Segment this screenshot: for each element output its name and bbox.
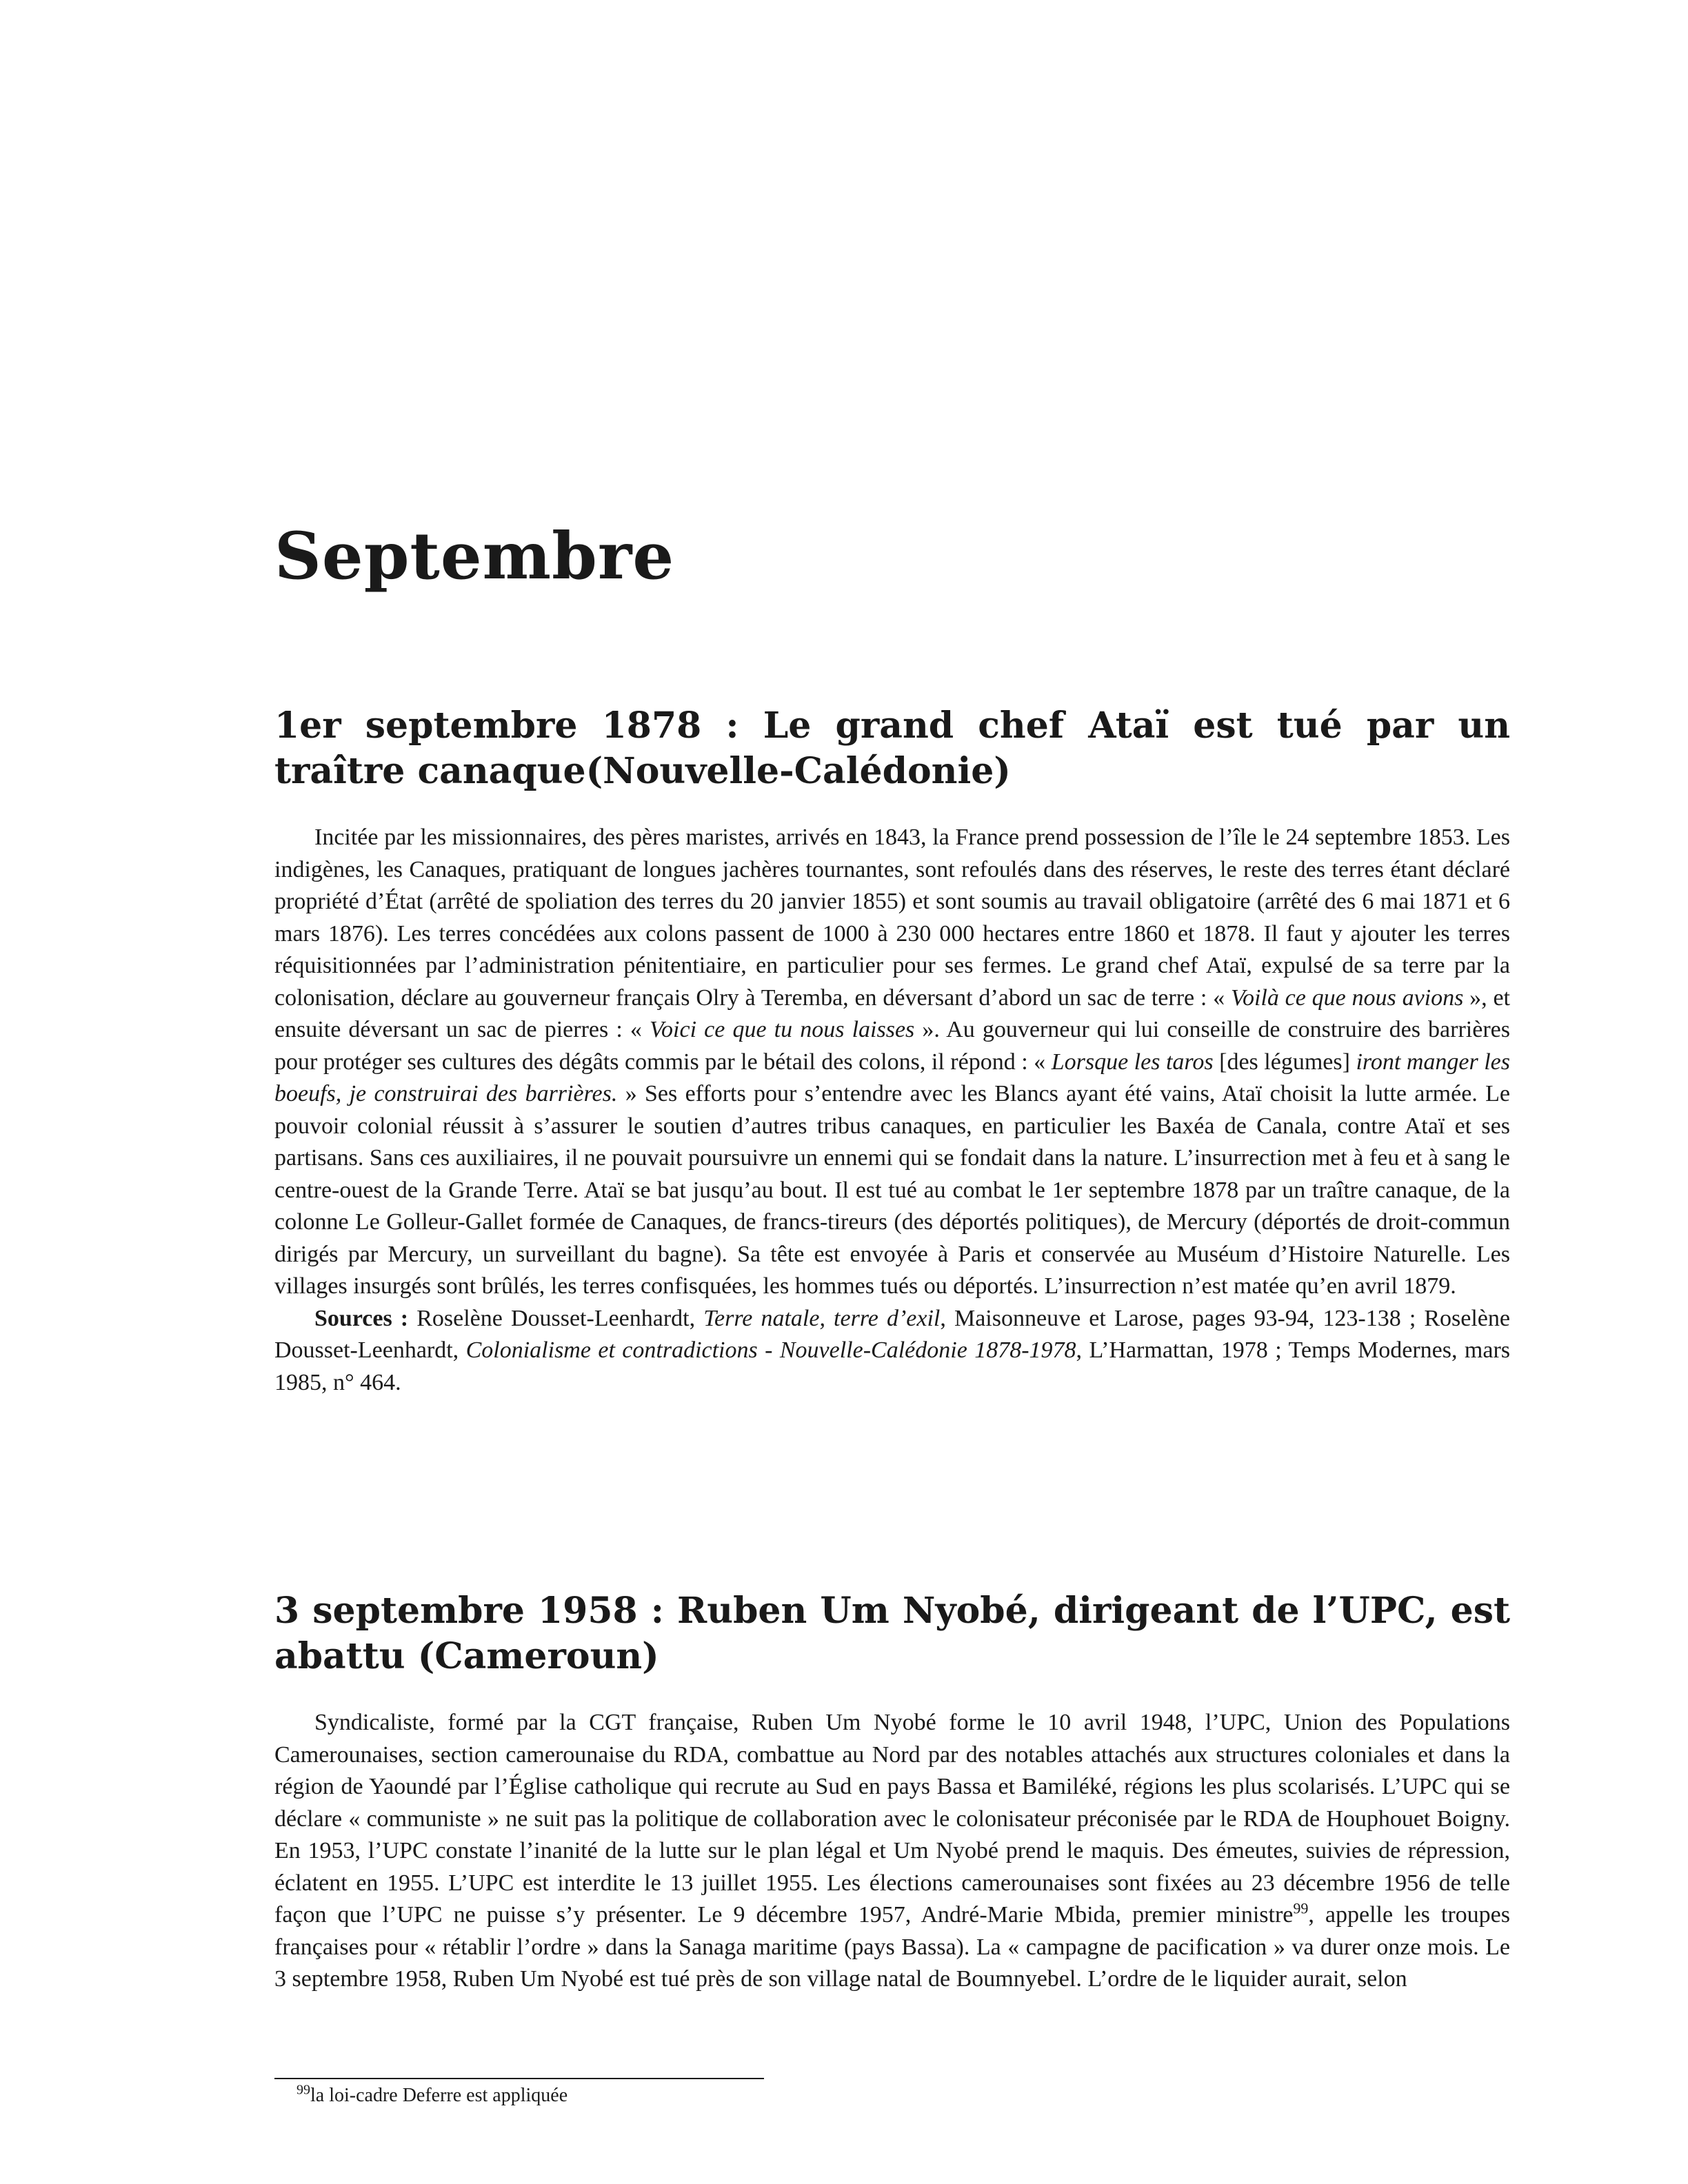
section-atai — [274, 703, 1510, 1399]
quote: iront manger les boeufs, je construirai des barrières. — [274, 1049, 1510, 1106]
book-title: Terre natale, terre d’exil — [703, 1305, 941, 1331]
section-um-nyobe — [274, 1588, 1510, 1996]
book-title: Colonialisme et contradictions - Nouvelle-Calédonie 1878-1978 — [465, 1337, 1076, 1363]
footnote-text: la loi-cadre Deferre est appliquée — [310, 2085, 568, 2106]
footnote — [297, 2082, 567, 2110]
sources-paragraph: Sources : Roselène Dousset-Leenhardt, Terre natale, terre d’exil, Maisonneuve et Larose, pages 93-94, 123-138 ; Roselène Dousset-Leenhardt, Colonialisme et contradictions - Nouvelle-Calédonie 1878-1978, L’Harmattan, 1978 ; Temps Modernes, mars 1985, n° 464. — [274, 1305, 1511, 1395]
chapter-title: Septembre — [274, 518, 675, 594]
footnote-reference[interactable]: 99 — [1293, 1899, 1309, 1917]
paragraph: Syndicaliste, formé par la CGT française, Ruben Um Nyobé forme le 10 avril 1948, l’UPC, Union des Populations Camerounaises, section camerounaise du RDA, combattue au Nord par des notables attachés aux structures coloniales et dans la région de Yaoundé par l’Église catholique qui recrute au Sud en pays Bassa et Bamiléké, régions les plus scolarisés. L’UPC qui se déclare « communiste » ne suit pas la politique de collaboration avec le colonisateur préconisée par le RDA de Houphouet Boigny. En 1953, l’UPC constate l’inanité de la lutte sur le plan légal et Um Nyobé prend le maquis. Des émeutes, suivies de répression, éclatent en 1955. L’UPC est interdite le 13 juillet 1955. Les élections camerounaises sont fixées au 23 décembre 1956 de telle façon que l’UPC ne puisse s’y présenter. Le 9 décembre 1957, André-Marie Mbida, premier ministre$^{99}$, appelle les troupes françaises pour « rétablir l’ordre » dans la Sanaga maritime (pays Bassa). La « campagne de pacification » va durer onze mois. Le 3 septembre 1958, Ruben Um Nyobé est tué près de son village natal de Boumnyebel. L’ordre de le liquider aurait, selon — [274, 1710, 1510, 1992]
quote: Lorsque les taros — [1051, 1049, 1214, 1075]
section-title: 1er septembre 1878 : Le grand chef Ataï est tué par un traître canaque(Nouvelle-Calédonie) — [274, 705, 1510, 792]
paragraph: Incitée par les missionnaires, des pères maristes, arrivés en 1843, la France prend possession de l’île le 24 septembre 1853. Les indigènes, les Canaques, pratiquant de longues jachères tournantes, sont refoulés dans des réserves, le reste des terres étant déclaré propriété d’État (arrêté de spoliation des terres du 20 janvier 1855) et sont soumis au travail obligatoire (arrêté des 6 mai 1871 et 6 mars 1876). Les terres concédées aux colons passent de 1000 à 230 000 hectares entre 1860 et 1878. Il faut y ajouter les terres réquisitionnées par l’administration pénitentiaire, en particulier pour ses fermes. Le grand chef Ataï, expulsé de sa terre par la colonisation, déclare au gouverneur français Olry à Teremba, en déversant d’abord un sac de terre : « Voilà ce que nous avions », et ensuite déversant un sac de pierres : « Voici ce que tu nous laisses ». Au gouverneur qui lui conseille de construire des barrières pour protéger ses cultures des dégâts commis par le bétail des colons, il répond : « Lorsque les taros [des légumes] iront manger les boeufs, je construirai des barrières. » Ses efforts pour s’entendre avec les Blancs ayant été vains, Ataï choisit la lutte armée. Le pouvoir colonial réussit à s’assurer le soutien d’autres tribus canaques, en particulier les Baxéa de Canala, contre Ataï et ses partisans. Sans ces auxiliaires, il ne pouvait poursuivre un ennemi qui se fondait dans la nature. L’insurrection met à feu et à sang le centre-ouest de la Grande Terre. Ataï se bat jusqu’au bout. Il est tué au combat le 1er septembre 1878 par un traître canaque, de la colonne Le Golleur-Gallet formée de Canaques, de francs-tireurs (des déportés politiques), de Mercury (déportés de droit-commun dirigés par Mercury, un surveillant du bagne). Sa tête est envoyée à Paris et conservée au Muséum d’Histoire Naturelle. Les villages insurgés sont brûlés, les terres confisquées, les hommes tués ou déportés. L’insurrection n’est matée qu’en avril 1879. — [274, 825, 1510, 1299]
quote: Voilà ce que nous avions — [1230, 984, 1464, 1011]
quote: Voici ce que tu nous laisses — [650, 1017, 915, 1042]
footnote-divider — [274, 2078, 764, 2079]
section-title: 3 septembre 1958 : Ruben Um Nyobé, dirigeant de l’UPC, est abattu (Cameroun) — [274, 1590, 1510, 1677]
footnote-number: 99 — [297, 2082, 310, 2098]
sources-label: Sources : — [314, 1305, 409, 1331]
